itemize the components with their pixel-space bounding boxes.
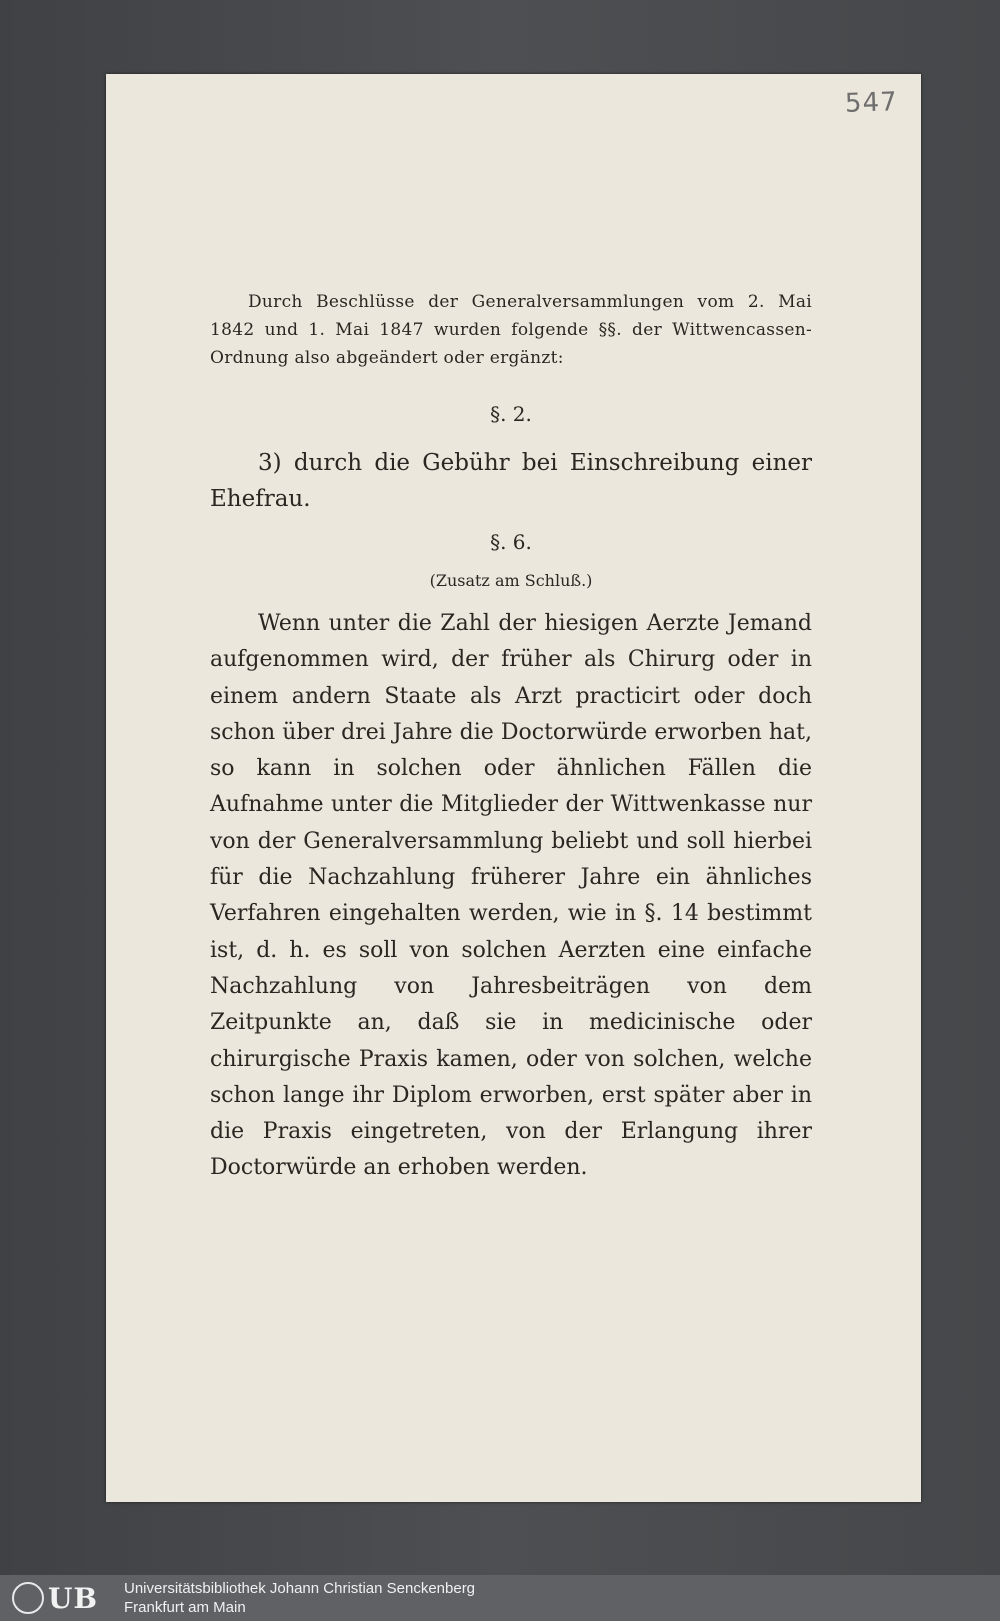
section-6-subheading: (Zusatz am Schluß.) <box>429 571 593 590</box>
library-name-line2: Frankfurt am Main <box>124 1599 246 1616</box>
intro-paragraph: Durch Beschlüsse der Generalversammlungen vom 2. Mai 1842 und 1. Mai 1847 wurden folgende §§. der Wittwencassen-Ordnung also abgeändert oder ergänzt: <box>210 292 812 368</box>
library-name <box>124 1579 475 1617</box>
section-2-text: 3) durch die Gebühr bei Einschreibung einer Ehefrau. <box>210 450 812 512</box>
library-logo-text: UB <box>48 1581 99 1615</box>
library-logo[interactable] <box>12 1581 112 1615</box>
library-footer <box>0 1575 1000 1621</box>
section-6-heading: §. 6. <box>490 530 532 554</box>
library-emblem-icon <box>12 1582 44 1614</box>
folio-number: 547 <box>844 87 899 119</box>
section-2-heading: §. 2. <box>490 402 532 426</box>
library-name-line1: Universitätsbibliothek Johann Christian Senckenberg <box>124 1580 476 1597</box>
section-6-text: Wenn unter die Zahl der hiesigen Aerzte Jemand aufgenommen wird, der früher als Chirurg oder in einem andern Staate als Arzt practicirt oder doch schon über drei Jahre die Doctorwürde erworben hat, so kann in solchen oder ähnlichen Fällen die Aufnahme unter die Mitglieder der Wittwenkasse nur von der Generalversammlung beliebt und soll hierbei für die Nachzahlung früherer Jahre ein ähnliches Verfahren eingehalten werden, wie in §. 14 bestimmt ist, d. h. es soll von solchen Aerzten eine einfache Nachzahlung von Jahresbeiträgen von dem Zeitpunkte an, daß sie in medicinische oder chirurgische Praxis kamen, oder von solchen, welche schon lange ihr Diplom erworben, erst später aber in die Praxis eingetreten, von der Erlangung ihrer Doctorwürde an erhoben werden. <box>210 611 812 1181</box>
